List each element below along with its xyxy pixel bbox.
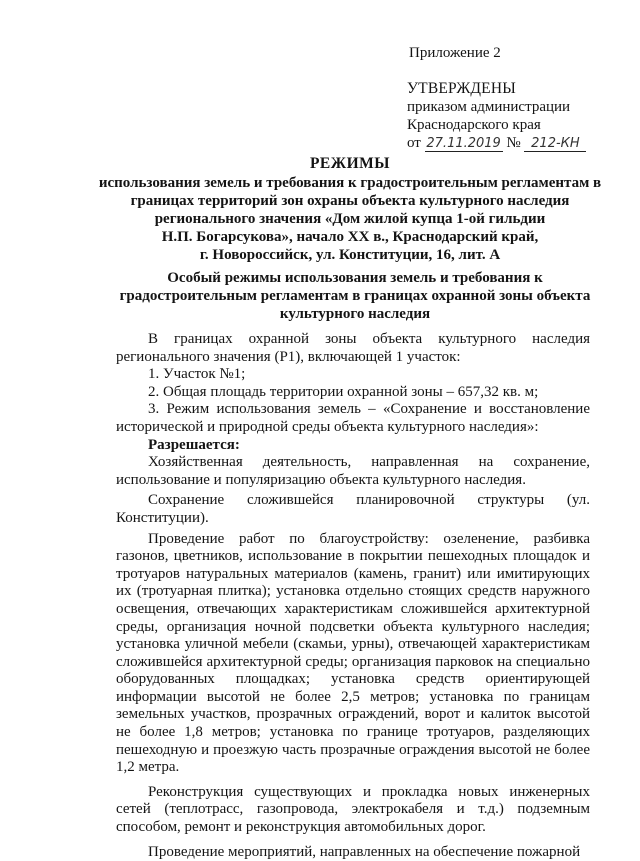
allowed-heading-text: Разрешается: — [148, 436, 240, 453]
title-line: Н.П. Богарсукова», начало XX в., Краснодарский край, — [161, 229, 539, 245]
subtitle-line: Особый режимы использования земель и требования к — [167, 270, 543, 286]
approved-region-line: Краснодарского края — [407, 117, 541, 133]
body-paragraph: Сохранение сложившейся планировочной структуры (ул. Конституции). — [116, 492, 590, 526]
document-title — [60, 155, 640, 264]
body-paragraph: Реконструкция существующих и прокладка новых инженерных сетей (теплотрасс, газопровода, электрокабеля и т.д.) подземным способом, ремонт и реконструкция автомобильных дорог. — [116, 783, 590, 836]
body-paragraph: В границах охранной зоны объекта культурного наследия регионального значения (Р1), включающей 1 участок: — [116, 331, 590, 365]
allowed-heading — [116, 437, 590, 455]
date-prefix: от — [407, 135, 421, 151]
approved-caption: УТВЕРЖДЕНЫ — [407, 80, 516, 97]
title-line: регионального значения «Дом жилой купца 1-ой гильдии — [154, 211, 546, 227]
handwritten-number: 212-КН — [524, 137, 586, 152]
list-item: 1. Участок №1; — [148, 366, 246, 383]
approval-block — [407, 80, 586, 152]
title-line: границах территорий зон охраны объекта культурного наследия — [130, 193, 570, 209]
approval-date-line — [407, 134, 586, 152]
list-item: 3. Режим использования земель – «Сохранение и восстановление исторической и природной среды объекта культурного наследия»: — [116, 401, 590, 435]
body-paragraph: Хозяйственная деятельность, направленная на сохранение, использование и популяризацию объекта культурного наследия. — [116, 454, 590, 488]
title-heading: РЕЖИМЫ — [309, 155, 391, 172]
approved-by-line: приказом администрации — [407, 99, 571, 115]
section-subtitle — [95, 269, 615, 323]
subtitle-line: культурного наследия — [279, 306, 431, 322]
appendix-label: Приложение 2 — [409, 45, 501, 61]
handwritten-date: 27.11.2019 — [426, 136, 501, 151]
title-line: использования земель и требования к градостроительным регламентам в — [98, 175, 602, 191]
body-paragraph: Проведение мероприятий, направленных на обеспечение пожарной — [148, 843, 581, 860]
number-sign: № — [506, 135, 521, 151]
list-item: 2. Общая площадь территории охранной зоны – 657,32 кв. м; — [148, 383, 539, 400]
body-paragraph: Проведение работ по благоустройству: озеленение, разбивка газонов, цветников, использование в покрытии пешеходных площадок и тротуаров натуральных материалов (камень, гранит) или имитирующих их (тротуарная плитка); установка отдельно стоящих средств наружного освещения, отвечающих характеристикам сложившейся архитектурной среды, организация ночной подсветки объекта культурного наследия; установка уличной мебели (скамьи, урны), отвечающей характеристикам сложившейся архитектурной среды; организация парковок на специально оборудованных площадках; установка средств ориентирующей информации высотой не более 2,5 метров; установка по границам земельных участков, прозрачных ограждений, ворот и калиток высотой не более 1,8 метров; установка по границе тротуаров, разделяющих пешеходную и проезжую часть прозрачные ограждения высотой не более 1,2 метра. — [116, 530, 590, 776]
subtitle-line: градостроительным регламентам в границах охранной зоны объекта — [119, 288, 591, 304]
title-line: г. Новороссийск, ул. Конституции, 16, лит. А — [199, 247, 501, 263]
document-body — [116, 331, 590, 861]
